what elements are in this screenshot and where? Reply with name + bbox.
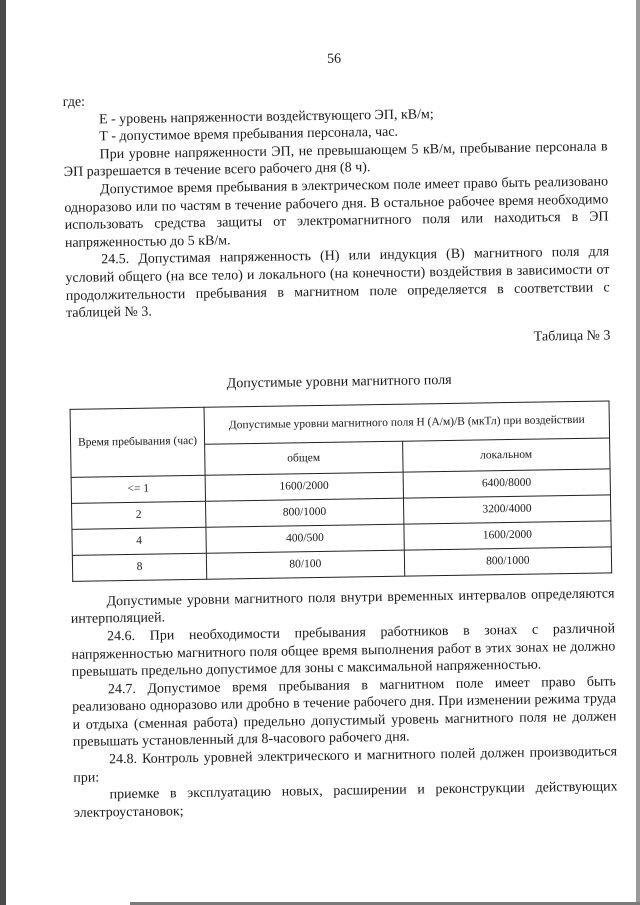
scan-left-edge [0,0,6,905]
cell-time: 2 [72,501,206,529]
cell-local: 6400/8000 [403,469,611,498]
paragraph-24-5: 24.5. Допустимая напряженность (Н) или индукция (В) магнитного поля для условий общего (на все тело) и локального (на конечности) воздействия в зависимости от продолжительности пребывания в магнитном поле определяется в соответствии с таблицей № 3. [65,244,610,322]
cell-general: 1600/2000 [205,472,403,501]
cell-general: 400/500 [206,524,404,553]
paragraph-e-definition: Е - уровень напряженности воздействующего ЭП, кВ/м; [98,106,434,128]
cell-local: 3200/4000 [403,495,611,524]
cell-general: 800/1000 [206,498,404,527]
cell-general: 80/100 [206,550,404,579]
paragraph-5kv: При уровне напряженности ЭП, не превышающем 5 кВ/м, пребывание персонала в ЭП разрешается в течение всего рабочего дня (8 ч). [63,139,608,181]
body-bottom [70,585,618,822]
table-caption: Допустимые уровни магнитного поля [226,372,452,392]
col-time-header: Время пребывания (час) [70,407,205,477]
body-top [63,85,611,322]
page-number: 56 [326,51,342,67]
cell-time: 4 [72,527,206,555]
paragraph-priemke: приемке в эксплуатацию новых, расширении и реконструкции действующих электроустановок; [73,779,618,821]
col-general-header: общем [205,441,403,475]
paragraph-interpolation: Допустимые уровни магнитного поля внутри временных интервалов определяются интерполяцией. [70,586,615,628]
magnetic-field-table [70,400,613,581]
paragraph-allowed-time: Допустимое время пребывания в электрическом поле имеет право быть реализовано одноразово или по частям в течение рабочего дня. В остальное рабочее время необходимо использовать средства защиты от электромагнитного поля или находиться в ЭП напряженностью до 5 кВ/м. [64,174,609,251]
paragraph-24-6: 24.6. При необходимости пребывания работников в зонах с различной напряженностью магнитного поля общее время выполнения работ в этих зонах не должно превышать предельно допустимое для зоны с максимальной напряженностью. [71,621,616,681]
paragraph-t-definition: Т - допустимое время пребывания персонала, час. [99,124,399,145]
scan-right-edge [636,0,640,905]
paragraph-24-8: 24.8. Контроль уровней электрического и магнитного полей должен производиться при: [73,744,618,786]
cell-time: 8 [72,553,206,581]
cell-time: <= 1 [71,475,205,503]
cell-local: 800/1000 [404,547,612,576]
cell-local: 1600/2000 [404,521,612,550]
paragraph-24-7: 24.7. Допустимое время пребывания в магнитном поле имеет право быть реализовано одноразово или дробно в течение рабочего дня. При изменении режима труда и отдыха (сменная работа) предельно допустимый уровень магнитного поля не должен превышать установленный для 8-часового рабочего дня. [72,674,617,751]
col-local-header: локальном [402,438,610,472]
table-label: Таблица № 3 [533,328,611,345]
col-levels-group-header: Допустимые уровни магнитного поля Н (А/м)/В (мкТл) при воздействии [204,401,610,444]
document-page [62,47,618,822]
paragraph-gde: где: [62,94,86,110]
